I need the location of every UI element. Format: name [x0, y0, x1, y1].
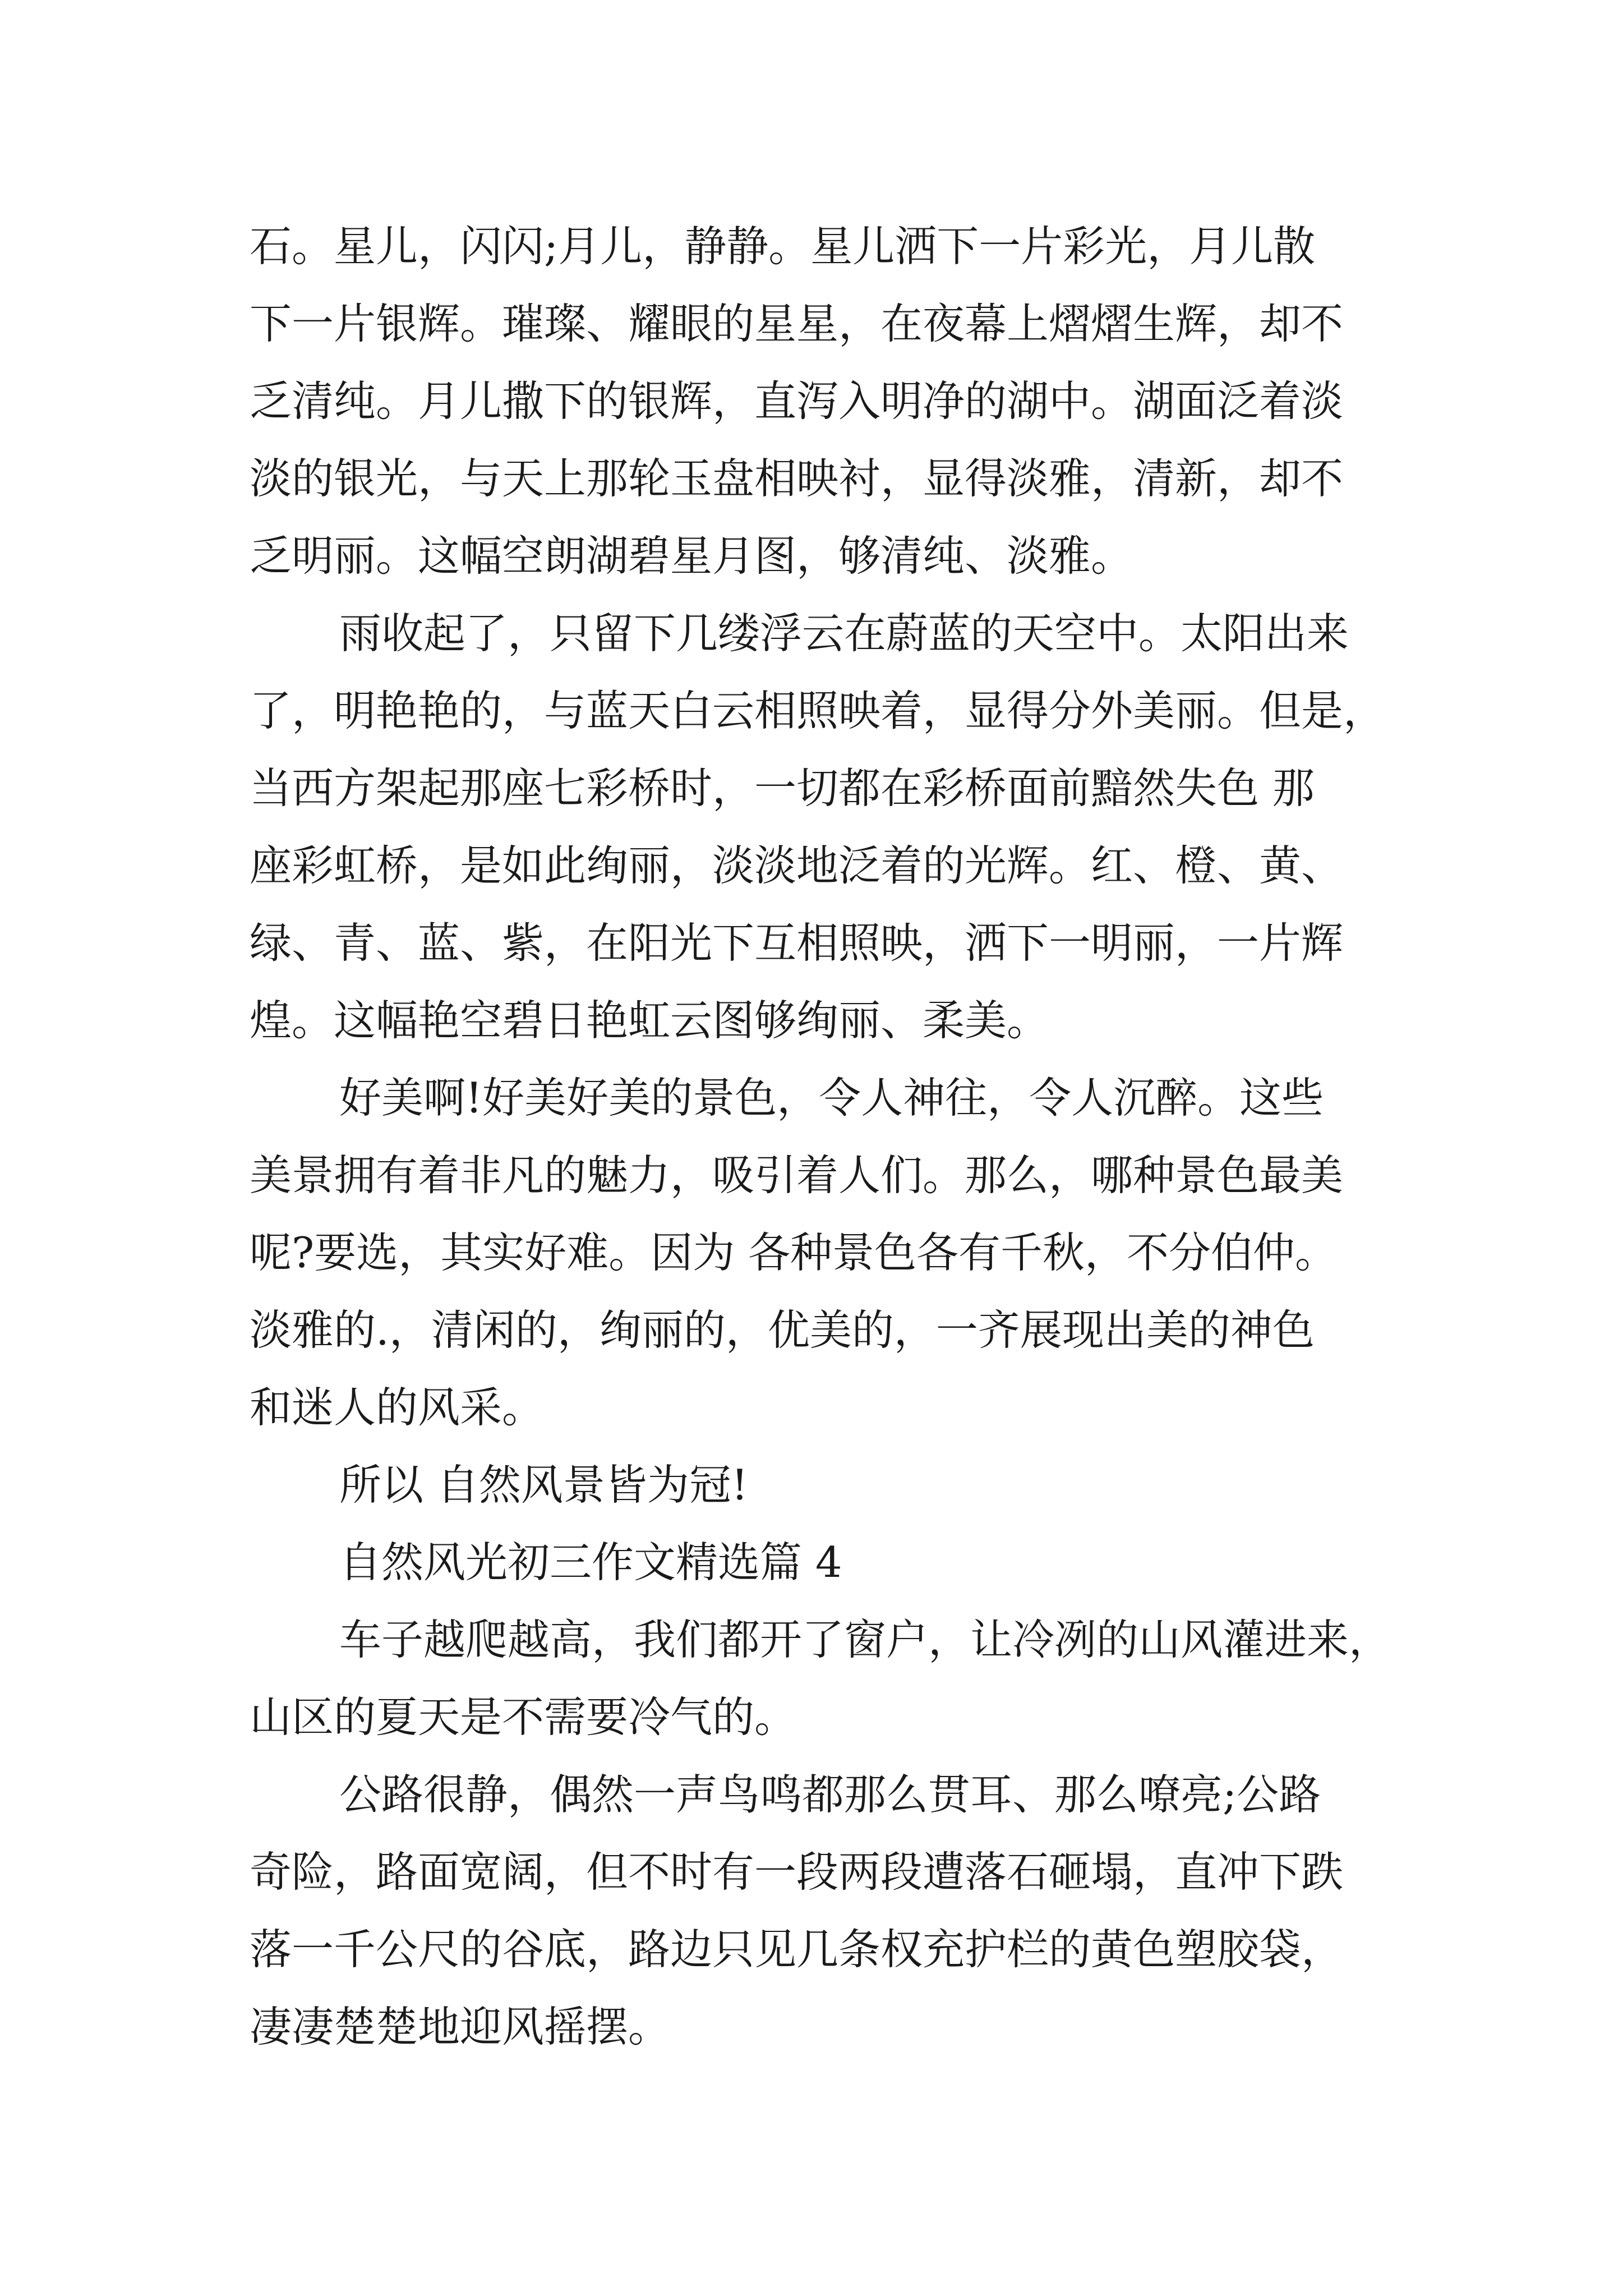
text-line: 所以 自然风景皆为冠! [339, 1460, 748, 1510]
text-line: 了，明艳艳的，与蓝天白云相照映着，显得分外美丽。但是， [250, 686, 1386, 735]
text-line: 落一千公尺的谷底，路边只见几条权充护栏的黄色塑胶袋， [250, 1925, 1344, 1974]
text-line: 凄凄楚楚地迎风摇摆。 [250, 2002, 671, 2051]
text-line: 公路很静，偶然一声鸟鸣都那么贯耳、那么嘹亮;公路 [339, 1770, 1321, 1819]
paragraph [250, 1601, 1399, 1756]
paragraph [250, 595, 1399, 1059]
text-line: 山区的夏天是不需要冷气的。 [250, 1692, 797, 1742]
text-line: 车子越爬越高，我们都开了窗户，让冷冽的山风灌进来， [339, 1615, 1391, 1664]
paragraph [250, 1446, 1399, 1524]
section-heading [250, 1524, 1399, 1601]
text-line: 乏清纯。月儿撒下的银辉，直泻入明净的湖中。湖面泛着淡 [250, 376, 1344, 426]
paragraph [250, 208, 1399, 595]
document-body [250, 208, 1399, 2065]
text-line: 当西方架起那座七彩桥时，一切都在彩桥面前黯然失色 那 [250, 763, 1315, 813]
text-line: 乏明丽。这幅空朗湖碧星月图，够清纯、淡雅。 [250, 531, 1133, 581]
text-line: 下一片银辉。璀璨、耀眼的星星，在夜幕上熠熠生辉，却不 [250, 299, 1344, 348]
text-line: 呢?要选，其实好难。因为 各种景色各有千秋，不分伯仲。 [250, 1228, 1338, 1277]
text-line: 石。星儿，闪闪;月儿，静静。星儿洒下一片彩光，月儿散 [250, 222, 1316, 271]
text-line: 美景拥有着非凡的魅力，吸引着人们。那么，哪种景色最美 [250, 1151, 1344, 1200]
paragraph [250, 1059, 1399, 1446]
paragraph [250, 1756, 1399, 2065]
text-line: 好美啊!好美好美的景色，令人神往，令人沉醉。这些 [339, 1073, 1324, 1122]
text-line: 和迷人的风采。 [250, 1383, 545, 1432]
text-line: 淡的银光，与天上那轮玉盘相映衬，显得淡雅，清新，却不 [250, 454, 1344, 503]
text-line: 绿、青、蓝、紫，在阳光下互相照映，洒下一明丽，一片辉 [250, 918, 1344, 968]
text-line: 雨收起了，只留下几缕浮云在蔚蓝的天空中。太阳出来 [339, 609, 1349, 658]
text-line: 座彩虹桥，是如此绚丽，淡淡地泛着的光辉。红、橙、黄、 [250, 841, 1344, 890]
text-line: 淡雅的.，清闲的，绚丽的，优美的，一齐展现出美的神色 [250, 1305, 1315, 1355]
text-line: 煌。这幅艳空碧日艳虹云图够绚丽、柔美。 [250, 996, 1049, 1045]
heading-line: 自然风光初三作文精选篇 4 [339, 1538, 842, 1587]
text-line: 奇险，路面宽阔，但不时有一段两段遭落石砸塌，直冲下跌 [250, 1847, 1344, 1897]
